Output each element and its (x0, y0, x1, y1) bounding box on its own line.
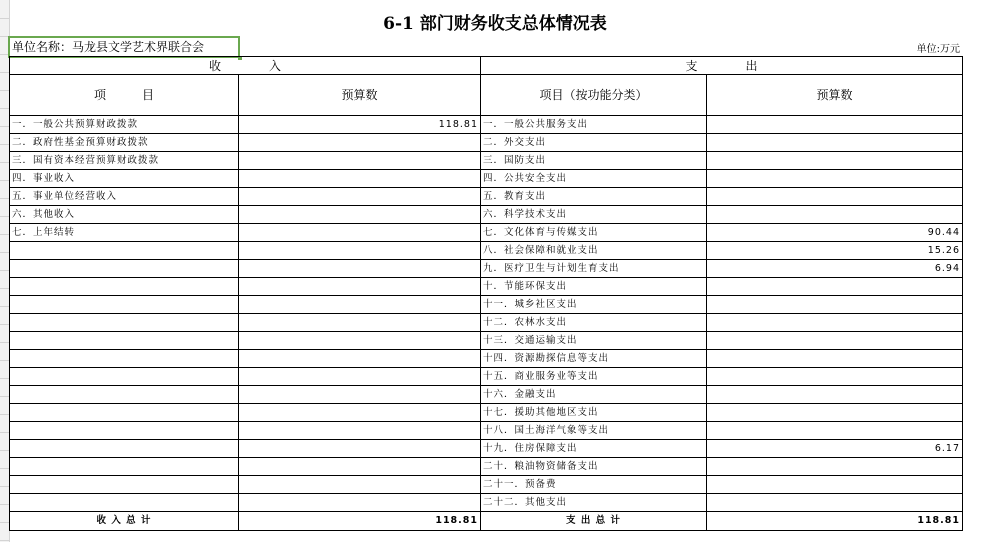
gutter-divider (0, 360, 9, 361)
expense-total-value[interactable]: 118.81 (707, 512, 963, 531)
gutter-divider (0, 306, 9, 307)
gutter-divider (0, 270, 9, 271)
gutter-divider (0, 252, 9, 253)
expense-item-cell[interactable]: 十六．金融支出 (481, 386, 707, 404)
table-row (10, 206, 963, 224)
expense-budget-cell[interactable] (707, 170, 963, 188)
income-section-header[interactable]: 收 入 (10, 57, 481, 75)
expense-budget-cell[interactable] (707, 332, 963, 350)
expense-budget-cell[interactable] (707, 458, 963, 476)
income-budget-cell[interactable] (239, 440, 481, 458)
table-row (10, 296, 963, 314)
income-item-header[interactable]: 项 目 (10, 75, 239, 116)
table-row (10, 278, 963, 296)
unit-name-text: 单位名称：马龙县文学艺术界联合会 (12, 40, 205, 54)
income-budget-cell[interactable] (239, 188, 481, 206)
unit-name-cell[interactable] (8, 36, 240, 58)
table-row (10, 260, 963, 278)
expense-budget-cell[interactable] (707, 188, 963, 206)
gutter-divider (0, 432, 9, 433)
expense-budget-cell[interactable] (707, 296, 963, 314)
expense-budget-cell[interactable]: 15.26 (707, 242, 963, 260)
gutter-divider (0, 126, 9, 127)
income-total-label[interactable]: 收 入 总 计 (10, 512, 239, 531)
income-item-cell[interactable] (10, 386, 239, 404)
expense-item-cell[interactable]: 五．教育支出 (481, 188, 707, 206)
expense-item-cell[interactable]: 十四．资源勘探信息等支出 (481, 350, 707, 368)
income-item-cell[interactable]: 六．其他收入 (10, 206, 239, 224)
expense-budget-cell[interactable]: 90.44 (707, 224, 963, 242)
gutter-divider (0, 522, 9, 523)
income-item-cell[interactable] (10, 278, 239, 296)
table-row (10, 188, 963, 206)
gutter-divider (0, 108, 9, 109)
income-budget-cell[interactable] (239, 476, 481, 494)
expense-budget-cell[interactable] (707, 386, 963, 404)
expense-item-cell[interactable]: 四．公共安全支出 (481, 170, 707, 188)
expense-budget-cell[interactable] (707, 116, 963, 134)
table-row (10, 224, 963, 242)
income-item-cell[interactable] (10, 476, 239, 494)
expense-item-cell[interactable]: 二．外交支出 (481, 134, 707, 152)
table-row (10, 332, 963, 350)
income-item-cell[interactable] (10, 314, 239, 332)
income-budget-cell[interactable] (239, 224, 481, 242)
expense-item-cell[interactable]: 十．节能环保支出 (481, 278, 707, 296)
expense-budget-cell[interactable] (707, 134, 963, 152)
expense-budget-cell[interactable] (707, 206, 963, 224)
income-item-cell[interactable]: 二．政府性基金预算财政拨款 (10, 134, 239, 152)
income-budget-cell[interactable] (239, 494, 481, 512)
expense-budget-cell[interactable] (707, 314, 963, 332)
expense-budget-cell[interactable] (707, 368, 963, 386)
income-item-cell[interactable] (10, 494, 239, 512)
gutter-divider (0, 450, 9, 451)
income-total-value[interactable]: 118.81 (239, 512, 481, 531)
income-budget-cell[interactable] (239, 368, 481, 386)
table-row (10, 404, 963, 422)
gutter-divider (0, 324, 9, 325)
income-item-cell[interactable]: 三．国有资本经营预算财政拨款 (10, 152, 239, 170)
expense-item-header[interactable]: 项目（按功能分类） (481, 75, 707, 116)
income-budget-cell[interactable] (239, 386, 481, 404)
income-budget-cell[interactable] (239, 296, 481, 314)
expense-item-cell[interactable]: 九．医疗卫生与计划生育支出 (481, 260, 707, 278)
income-item-cell[interactable]: 七．上年结转 (10, 224, 239, 242)
income-budget-cell[interactable] (239, 260, 481, 278)
income-item-cell[interactable] (10, 332, 239, 350)
table-row (10, 116, 963, 134)
table-row (10, 368, 963, 386)
gutter-divider (0, 378, 9, 379)
expense-item-cell[interactable]: 二十一．预备费 (481, 476, 707, 494)
income-item-cell[interactable] (10, 458, 239, 476)
gutter-divider (0, 72, 9, 73)
expense-item-cell[interactable]: 十一．城乡社区支出 (481, 296, 707, 314)
table-row (10, 242, 963, 260)
expense-item-cell[interactable]: 十三．交通运输支出 (481, 332, 707, 350)
table-row (10, 314, 963, 332)
table-row (10, 152, 963, 170)
income-item-cell[interactable]: 五．事业单位经营收入 (10, 188, 239, 206)
expense-item-cell[interactable]: 七．文化体育与传媒支出 (481, 224, 707, 242)
gutter-divider (0, 468, 9, 469)
expense-budget-cell[interactable]: 6.17 (707, 440, 963, 458)
table-row (10, 170, 963, 188)
expense-item-cell[interactable]: 六．科学技术支出 (481, 206, 707, 224)
income-budget-cell[interactable] (239, 170, 481, 188)
income-item-cell[interactable] (10, 296, 239, 314)
gutter-divider (0, 342, 9, 343)
gutter-divider (0, 396, 9, 397)
gutter-divider (0, 198, 9, 199)
income-budget-cell[interactable] (239, 422, 481, 440)
expense-item-cell[interactable]: 十九．住房保障支出 (481, 440, 707, 458)
page-title: 6-1 部门财务收支总体情况表 (383, 14, 607, 34)
expense-item-cell[interactable]: 八．社会保障和就业支出 (481, 242, 707, 260)
expense-budget-cell[interactable] (707, 494, 963, 512)
expense-budget-cell[interactable]: 6.94 (707, 260, 963, 278)
table-row (10, 494, 963, 512)
gutter-divider (0, 216, 9, 217)
income-budget-cell[interactable] (239, 350, 481, 368)
expense-budget-cell[interactable] (707, 350, 963, 368)
finance-table (9, 56, 963, 531)
income-item-cell[interactable] (10, 350, 239, 368)
section-header-row (10, 57, 963, 75)
table-row (10, 422, 963, 440)
expense-item-cell[interactable]: 一．一般公共服务支出 (481, 116, 707, 134)
expense-item-cell[interactable]: 十七．援助其他地区支出 (481, 404, 707, 422)
expense-item-cell[interactable]: 十五．商业服务业等支出 (481, 368, 707, 386)
table-row (10, 350, 963, 368)
income-budget-cell[interactable] (239, 242, 481, 260)
table-row (10, 458, 963, 476)
expense-budget-cell[interactable] (707, 278, 963, 296)
gutter-divider (0, 504, 9, 505)
income-budget-cell[interactable] (239, 278, 481, 296)
expense-budget-cell[interactable] (707, 404, 963, 422)
expense-item-cell[interactable]: 二十二．其他支出 (481, 494, 707, 512)
gutter-divider (0, 540, 9, 541)
gutter-divider (0, 288, 9, 289)
table-row (10, 134, 963, 152)
income-budget-cell[interactable] (239, 404, 481, 422)
income-item-cell[interactable] (10, 368, 239, 386)
table-row (10, 476, 963, 494)
gutter-divider (0, 162, 9, 163)
expense-budget-cell[interactable] (707, 476, 963, 494)
expense-item-cell[interactable]: 十二．农林水支出 (481, 314, 707, 332)
income-budget-cell[interactable] (239, 134, 481, 152)
expense-budget-cell[interactable] (707, 422, 963, 440)
income-item-cell[interactable]: 四．事业收入 (10, 170, 239, 188)
income-budget-cell[interactable] (239, 458, 481, 476)
column-header-row (10, 75, 963, 116)
expense-budget-cell[interactable] (707, 152, 963, 170)
total-row (10, 512, 963, 531)
income-budget-cell[interactable]: 118.81 (239, 116, 481, 134)
expense-item-cell[interactable]: 十八．国土海洋气象等支出 (481, 422, 707, 440)
gutter-divider (0, 90, 9, 91)
gutter-divider (0, 234, 9, 235)
gutter-divider (0, 180, 9, 181)
expense-section-header[interactable]: 支 出 (481, 57, 963, 75)
expense-total-label[interactable]: 支 出 总 计 (481, 512, 707, 531)
table-row (10, 386, 963, 404)
income-budget-header[interactable]: 预算数 (239, 75, 481, 116)
income-budget-cell[interactable] (239, 314, 481, 332)
income-item-cell[interactable]: 一．一般公共预算财政拨款 (10, 116, 239, 134)
gutter-divider (0, 144, 9, 145)
unit-label: 单位:万元 (916, 44, 960, 55)
table-row (10, 440, 963, 458)
expense-budget-header[interactable]: 预算数 (707, 75, 963, 116)
income-item-cell[interactable] (10, 242, 239, 260)
gutter-divider (0, 414, 9, 415)
income-item-cell[interactable] (10, 404, 239, 422)
expense-item-cell[interactable]: 二十．粮油物资储备支出 (481, 458, 707, 476)
income-budget-cell[interactable] (239, 332, 481, 350)
income-budget-cell[interactable] (239, 152, 481, 170)
income-item-cell[interactable] (10, 422, 239, 440)
expense-item-cell[interactable]: 三．国防支出 (481, 152, 707, 170)
income-item-cell[interactable] (10, 260, 239, 278)
income-budget-cell[interactable] (239, 206, 481, 224)
income-item-cell[interactable] (10, 440, 239, 458)
gutter-divider (0, 486, 9, 487)
